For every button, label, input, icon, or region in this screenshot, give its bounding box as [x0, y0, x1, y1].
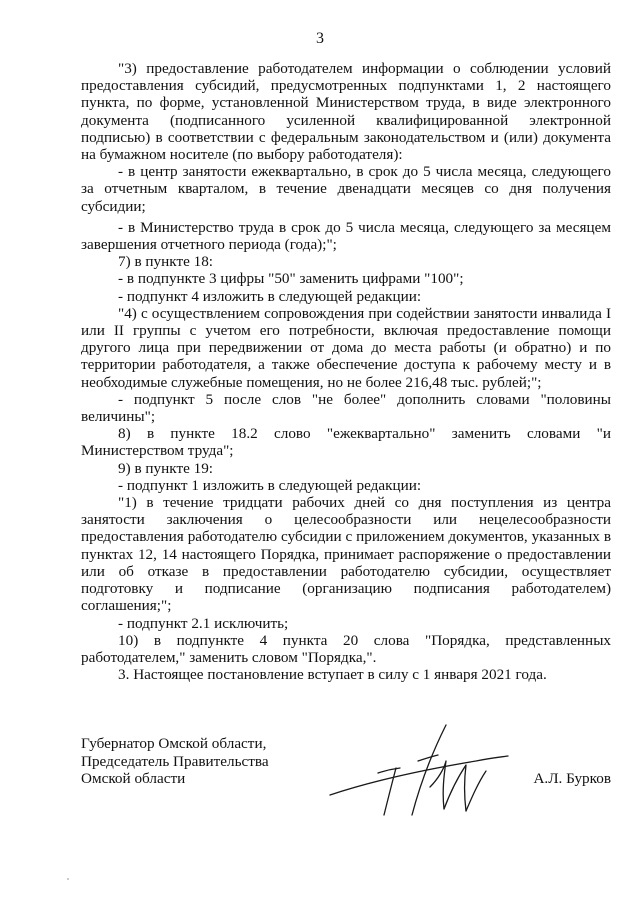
paragraph-item-9-sub-1-text: "1) в течение тридцати рабочих дней со дня поступления из центра занятости заключения о целесообразности или нецелесообразности предоставления работодателю субсидии с приложением документов, указанных в пунктах 12, 14 настоящего Порядка, принимает распоряжение о предоставлении или об отказе в предоставлении работодателю субсидии, осуществляет подготовку и подписание (организацию подписания работодателем) соглашения;"; [81, 494, 611, 615]
signer-name: А.Л. Бурков [533, 770, 611, 787]
paragraph-effective-date: 3. Настоящее постановление вступает в силу с 1 января 2021 года. [118, 666, 547, 684]
page-number: 3 [316, 30, 324, 47]
document-body [81, 60, 611, 683]
handwritten-signature [326, 721, 526, 819]
paragraph-item-9: 9) в пункте 19: [118, 459, 214, 477]
paragraph-item-7-sub-4-text: "4) с осуществлением сопровождения при содействии занятости инвалида I или II группы с учетом его потребности, включая предоставление помощи другого лица при передвижении от дома до места работы (и обратно) и по территории работодателя, а также обеспечение доступа к рабочему месту и в необходимые служебные помещения, но не более 216,48 тыс. рублей;"; [81, 304, 611, 391]
paragraph-item-7-sub-4: - подпункт 4 изложить в следующей редакции: [118, 287, 422, 305]
signer-title-line: Губернатор Омской области, [81, 735, 267, 752]
paragraph-item-9-sub-2-1: - подпункт 2.1 исключить; [118, 614, 289, 632]
paragraph-employment-center-deadline: - в центр занятости ежеквартально, в срок до 5 числа месяца, следующего за отчетным кварталом, в течение двенадцати месяцев со дня получения субсидии; [81, 163, 611, 215]
signature-block [81, 735, 611, 815]
paragraph-item-10: 10) в подпункте 4 пункта 20 слова "Порядка, представленных работодателем," заменить словом "Порядка,". [81, 631, 611, 666]
paragraph-item-9-sub-1: - подпункт 1 изложить в следующей редакции: [118, 476, 422, 494]
signer-title-line: Омской области [81, 770, 186, 788]
signer-title-line: Председатель Правительства [81, 752, 269, 770]
paragraph-item-7-sub-5: - подпункт 5 после слов "не более" дополнить словами "половины величины"; [81, 390, 611, 426]
paragraph-reporting-requirement: "3) предоставление работодателем информации о соблюдении условий предоставления субсидий, предусмотренных подпунктами 1, 2 настоящего пункта, по форме, установленной Министерством труда, в виде электронного документа (подписанного усиленной квалифицированной электронной подписью) в соответствии с федеральным законодательством и (или) документа на бумажном носителе (по выбору работодателя): [81, 60, 611, 164]
paragraph-item-7: 7) в пункте 18: [118, 253, 214, 271]
paragraph-item-8: 8) в пункте 18.2 слово "ежеквартально" заменить словами "и Министерством труда"; [81, 425, 611, 460]
paragraph-ministry-deadline: - в Министерство труда в срок до 5 числа месяца, следующего за месяцем завершения отчетного периода (года);"; [81, 218, 611, 254]
scan-speck [67, 878, 69, 880]
paragraph-item-7-sub-3: - в подпункте 3 цифры "50" заменить цифрами "100"; [118, 270, 464, 288]
signer-title [81, 735, 269, 788]
